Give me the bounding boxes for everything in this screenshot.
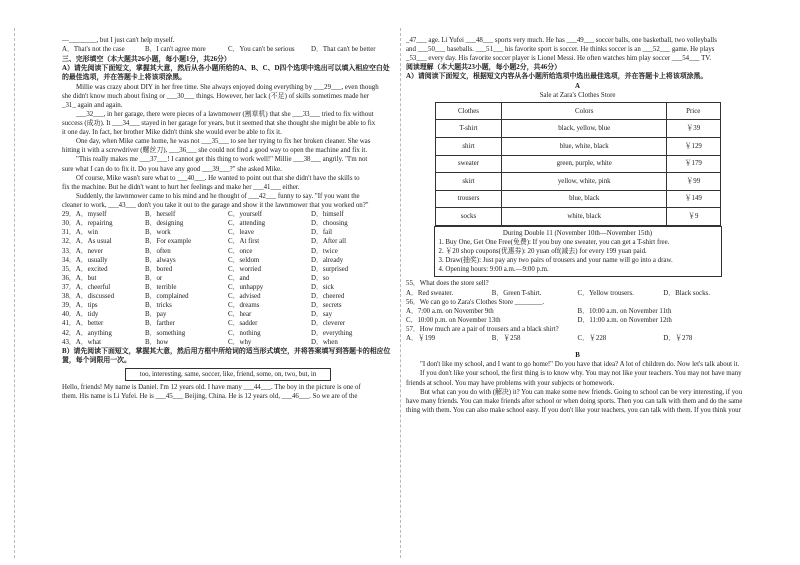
passage-line: she didn't know much about fixing or ___30___ things. However, her lack (不足) of skills sometimes made her xyxy=(62,92,369,100)
table-cell: yellow, white, pink xyxy=(502,173,667,191)
option: D．cheered xyxy=(311,293,345,301)
left-binding-line xyxy=(14,28,15,558)
option: C．why xyxy=(228,338,252,346)
option: C．￥228 xyxy=(577,335,607,343)
option: D．cleverer xyxy=(311,320,346,328)
option: C．At first xyxy=(228,238,260,246)
option: D．himself xyxy=(311,211,344,219)
cloze-passage xyxy=(62,83,394,211)
word-box: too, interesting, same, soccer, like, friend, some, on, two, but, in xyxy=(125,368,331,381)
option: C．worried xyxy=(228,265,261,273)
table-cell: blue, white, black xyxy=(502,137,667,155)
option: 30．A．repairing xyxy=(62,220,113,228)
note-item: 3. Draw(抽奖): Just pay any two pairs of trousers and your name will go into a draw. xyxy=(438,257,673,265)
passage-line: cleaner to work, ___43___ don't you take it out to the garage and show it the lawnmower that you worked on?" xyxy=(62,201,369,209)
table-cell: T-shirt xyxy=(435,120,502,138)
table-cell: white, black xyxy=(502,208,667,226)
right-column xyxy=(406,36,749,415)
passage-line: But what can you do with (解决) it? You can make some new friends. Going to school can be very interesting, if you xyxy=(420,388,743,396)
table-cell: ￥9 xyxy=(667,208,720,226)
option: 37．A．cheerful xyxy=(62,283,111,291)
table-cell: ￥179 xyxy=(667,155,720,173)
part-a-instruction: A）请先阅读下面短文，掌握其大意，然后从各小题所给的A、B、C、D四个选项中选出可以填入相应空白处的最佳选项，并在答题卡上将该项涂黑。 xyxy=(62,65,390,82)
option: A．￥199 xyxy=(406,335,436,343)
option: C．Yellow trousers. xyxy=(577,289,634,297)
option: C．unhappy xyxy=(228,283,264,291)
table-cell: sweater xyxy=(435,155,502,173)
option: D．secrets xyxy=(311,302,342,310)
option: 31．A．win xyxy=(62,229,98,237)
table-row xyxy=(435,120,720,138)
option: B．For example xyxy=(145,238,192,246)
table-cell: socks xyxy=(435,208,502,226)
option: D．already xyxy=(311,256,344,264)
reading-instruction: A）请阅读下面短文，根据短文内容从各小题所给选项中选出最佳选项，并在答题卡上将该项涂黑。 xyxy=(406,73,708,81)
option: D．sick xyxy=(311,283,334,291)
option: D．surprised xyxy=(311,265,349,273)
passage-line: One day, when Mike came home, he was not ___35___ to see her trying to fix her broken cleaner. She was xyxy=(76,138,371,146)
note-item: 2. ￥20 shop coupons(优惠券): 20 yuan off(减去) for every 199 yuan paid. xyxy=(438,248,647,256)
option: D．choosing xyxy=(311,220,348,228)
option: D．￥278 xyxy=(663,335,693,343)
q56-options-row1 xyxy=(406,307,749,316)
table-cell: green, purple, white xyxy=(502,155,667,173)
option: C．dreams xyxy=(228,302,260,310)
option: D．when xyxy=(311,338,338,346)
table-row xyxy=(435,173,720,191)
table-cell: trousers xyxy=(435,190,502,208)
option: B．10:00 a.m. on November 11th xyxy=(577,307,672,315)
option: B．terrible xyxy=(145,283,177,291)
table-header: Colors xyxy=(502,102,667,120)
option: 40．A．tidy xyxy=(62,311,99,319)
carry-options xyxy=(62,45,394,54)
option: D．After all xyxy=(311,238,347,246)
passage-line: "This really makes me ___37___! I cannot get this thing to work well!" Millie ___38___ angrily. "I'm not xyxy=(76,156,368,164)
option: C．advised xyxy=(228,293,261,301)
table-row xyxy=(435,190,720,208)
option: B．complained xyxy=(145,293,189,301)
option: D．Black socks. xyxy=(663,289,710,297)
section-title-cloze: 三、完形填空（本大题共26小题，每小题1分，共26分） xyxy=(62,56,231,64)
option: A．That's not the case xyxy=(62,46,125,54)
left-column xyxy=(62,36,394,401)
q56-options-row2 xyxy=(406,316,749,325)
note-item: 1. Buy One, Get One Free(免费): If you buy one sweater, you can get a T-shirt free. xyxy=(438,239,670,247)
passage-line: _31_ again and again. xyxy=(62,101,123,109)
passage-line: and ___50___ baseballs. ___51___ his favorite sport is soccer. He thinks soccer is an ___52___ game. He plays xyxy=(406,46,715,54)
option: D．say xyxy=(311,311,333,319)
section-title-reading: 阅读理解（本大题共23小题，每小题2分，共46分） xyxy=(406,64,562,72)
option: C．seldom xyxy=(228,256,260,264)
option: B．work xyxy=(145,229,171,237)
option: C．10:00 p.m. on November 13th xyxy=(406,316,501,324)
question-55: 55．What does the store sell? xyxy=(406,280,489,288)
passage-line: friends at school. You may have problems with your subjects or homework. xyxy=(406,379,615,387)
option: 33．A．never xyxy=(62,247,103,255)
option: 34．A．usually xyxy=(62,256,108,264)
option: D．so xyxy=(311,274,329,282)
sale-title: Sale at Zara's Clothes Store xyxy=(539,91,616,99)
passage-line: ___32___, in her garage, there were pieces of a lawnmower (割草机) that she ___33___ tried to fix without xyxy=(76,110,374,118)
carry-question: —________, but I just can't help myself. xyxy=(62,37,175,44)
option: D．fail xyxy=(311,229,333,237)
notes-title: During Double 11 (November 10th—November 15th) xyxy=(502,229,653,237)
passage-line: them. His name is Li Yufei. He is ___45___ Beijing, China. He is 12 years old, ___46___. So we are of the xyxy=(62,393,358,401)
option: B．tricks xyxy=(145,302,172,310)
option: C．and xyxy=(228,274,250,282)
question-56: 56．We can go to Zara's Clothes Store ________. xyxy=(406,298,545,306)
passage-line: thing with them. You can also make school easy. If you don't like your teachers, you can talk with them. If you think your xyxy=(406,406,741,414)
option: C．leave xyxy=(228,229,255,237)
passage-line: _53___ every day. His favorite soccer player is Lionel Messi. He often watches him play soccer ___54___ TV. xyxy=(406,55,712,63)
option: A．7:00 a.m. on November 9th xyxy=(406,307,494,315)
sale-notes xyxy=(434,226,722,278)
table-cell: ￥99 xyxy=(667,173,720,191)
table-row xyxy=(435,208,720,226)
table-cell: ￥39 xyxy=(667,120,720,138)
table-cell: ￥129 xyxy=(667,137,720,155)
passage-line: sure what I can do to fix it. Do you have any good ___39___?" she asked Mike. xyxy=(62,165,282,173)
option: D．11:00 a.m. on November 12th xyxy=(577,316,672,324)
passage-line: Suddenly, the lawnmower came to his mind and he thought of ___42___ funny to say. "If you want the xyxy=(76,192,360,200)
passage-line: fix the machine. But he didn't want to hurt her feelings and make her ___41___ either. xyxy=(62,183,300,191)
option: B．pay xyxy=(145,311,167,319)
option: C．You can't be serious xyxy=(228,46,295,54)
option: 39．A．tips xyxy=(62,302,98,310)
option: 35．A．excited xyxy=(62,265,108,273)
option: 43．A．what xyxy=(62,338,102,346)
passage-b-label: B xyxy=(575,352,580,360)
option: C．yourself xyxy=(228,211,263,219)
passage-line: success (成功). It ___34___ stayed in her garage for years, but it seemed that she thought she might be able to fix xyxy=(62,119,376,127)
note-item: 4. Opening hours: 9:00 a.m.—9:00 p.m. xyxy=(438,266,549,274)
option: 38．A．discussed xyxy=(62,293,115,301)
option: B．farther xyxy=(145,320,175,328)
table-header: Clothes xyxy=(435,102,502,120)
table-row xyxy=(435,137,720,155)
option: C．attending xyxy=(228,220,266,228)
option: D．twice xyxy=(311,247,338,255)
option: B．￥258 xyxy=(491,335,521,343)
passage-line: hitting it with a screwdriver (螺丝刀), ___36___ she could not find a good way to open the machine and fix it. xyxy=(62,147,368,155)
option: C．nothing xyxy=(228,329,261,337)
option: 41．A．better xyxy=(62,320,104,328)
option: D．everything xyxy=(311,329,353,337)
option: B．how xyxy=(145,338,169,346)
option: 32．A．As usual xyxy=(62,238,112,246)
option: B．bored xyxy=(145,265,173,273)
option: D．That can't be better xyxy=(311,46,376,54)
table-cell: blue, black xyxy=(502,190,667,208)
option: B．I can't agree more xyxy=(145,46,206,54)
q57-options xyxy=(406,334,749,343)
option: B．always xyxy=(145,256,176,264)
passage-line: Millie was crazy about DIY in her free time. She always enjoyed doing everything by ___29___, even though xyxy=(76,83,379,91)
option: B．Green T-shirt. xyxy=(491,289,542,297)
passage-line: have many friends. You can make friends after school or when doing sports. Then you can talk with them and do the same xyxy=(406,397,743,405)
question-57: 57．How much are a pair of trousers and a black shirt? xyxy=(406,326,559,334)
table-header: Price xyxy=(667,102,720,120)
sale-table xyxy=(435,102,721,226)
cloze-options xyxy=(62,210,394,347)
option: C．sadder xyxy=(228,320,258,328)
option: 36．A．but xyxy=(62,274,97,282)
option: B．designing xyxy=(145,220,184,228)
passage-line: "I don't like my school, and I want to go home!" Do you have that idea? A lot of children do. Now let's talk about it. xyxy=(420,361,740,369)
option: B．or xyxy=(145,274,163,282)
table-cell: ￥149 xyxy=(667,190,720,208)
table-header-row xyxy=(435,102,720,120)
table-cell: skirt xyxy=(435,173,502,191)
option: C．once xyxy=(228,247,253,255)
passage-line: If you don't like your school, the first thing is to know why. You may not like your teachers. You may not have many xyxy=(420,370,742,378)
option: A．Red sweater. xyxy=(406,289,454,297)
q55-options xyxy=(406,289,749,298)
option: C．hear xyxy=(228,311,252,319)
table-cell: shirt xyxy=(435,137,502,155)
option: 42．A．anything xyxy=(62,329,112,337)
column-divider xyxy=(400,28,401,558)
passage-line: it one day. In fact, her brother Mike didn't think she would ever be able to fix it. xyxy=(62,129,282,137)
passage-line: Hello, friends! My name is Daniel. I'm 12 years old. I have many ___44___. The boy in the picture is one of xyxy=(62,384,361,392)
option: 29．A．myself xyxy=(62,211,107,219)
option: B．something xyxy=(145,329,186,337)
table-cell: black, yellow, blue xyxy=(502,120,667,138)
passage-a-label: A xyxy=(575,82,580,90)
table-row xyxy=(435,155,720,173)
part-b-instruction: B）请先阅读下面短文，掌握其大意，然后用方框中所给词的适当形式填空，并将答案填写到答题卡的相应位置，每个词限用一次。 xyxy=(62,347,391,364)
passage-line: Of course, Mike wasn't sure what to ___40___. He wanted to point out that she didn't have the skills to xyxy=(76,174,360,182)
option: B．often xyxy=(145,247,171,255)
passage-line: _47___ age. Li Yufei ___48___ sports very much. He has ___49___ soccer balls, one basketball, two volleyballs xyxy=(406,37,717,44)
option: B．herself xyxy=(145,211,176,219)
